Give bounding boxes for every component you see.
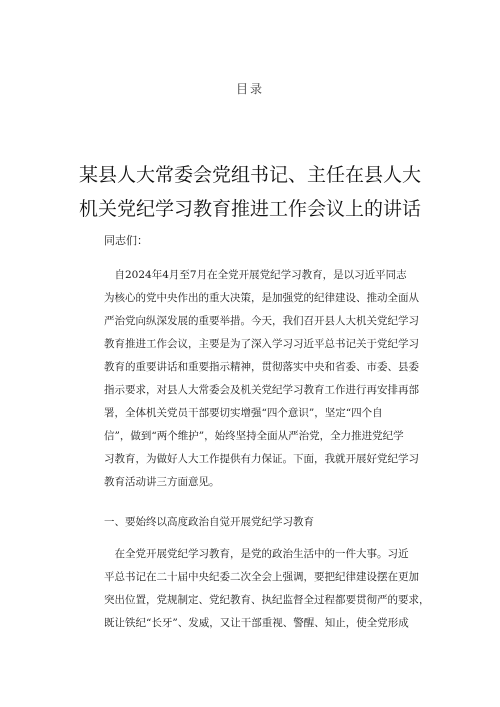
text-line: 为核心的党中央作出的重大决策，是加强党的纪律建设、推动全面从 [104,292,419,304]
paragraph-section-1 [104,543,434,635]
salutation: 同志们： [104,234,148,247]
text-line: 教育的重要讲话和重要指示精神，贯彻落实中央和省委、市委、县委 [104,361,419,373]
text-line: 教育推进工作会议，主要是为了深入学习习近平总书记关于党纪学习 [104,338,419,350]
text-line: 在全党开展党纪学习教育，是党的政治生活中的一件大事。习近 [104,548,409,560]
text-line: 严治党向纵深发展的重要举措。今天，我们召开县人大机关党纪学习 [104,315,419,327]
text-line: 信”，做到“两个维护”，始终坚持全面从严治党，全力推进党纪学 [104,430,404,442]
text-line: 指示要求，对县人大常委会及机关党纪学习教育工作进行再安排再部 [104,384,419,396]
document-title [60,158,440,226]
toc-label: 目录 [235,82,264,96]
title-line: 机关党纪学习教育推进工作会议上的讲话 [78,198,421,220]
text-line: 教育活动讲三方面意见。 [104,476,220,488]
text-line: 突出位置，党规制定、党纪教育、执纪监督全过程都要贯彻严的要求， [104,594,430,606]
text-line: 习教育，为做好人大工作提供有力保证。下面，我就开展好党纪学习 [104,453,419,465]
text-line: 署，全体机关党员干部要切实增强“四个意识”，坚定“四个自 [104,407,383,419]
text-line: 平总书记在二十届中央纪委二次全会上强调，要把纪律建设摆在更加 [104,571,419,583]
paragraph-intro [104,264,434,494]
section-heading-1: 一、要始终以高度政治自觉开展党纪学习教育 [104,516,314,528]
text-line: 自2024年4月至7月在全党开展党纪学习教育，是以习近平同志 [104,269,407,281]
title-line: 某县人大常委会党组书记、主任在县人大 [78,164,421,186]
text-line: 既让铁纪“长牙”、发威，又让干部重视、警醒、知止，使全党形成 [104,617,409,629]
